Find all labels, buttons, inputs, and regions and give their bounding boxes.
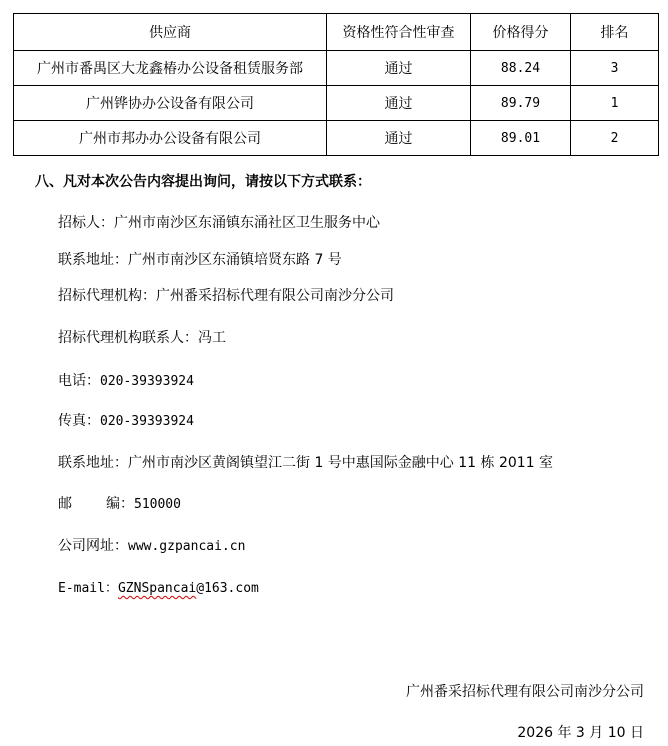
cell-supplier: 广州市邦办办公设备有限公司 (14, 121, 327, 156)
agency-contact-line: 招标代理机构联系人：冯工 (58, 330, 226, 346)
cell-score: 89.01 (471, 121, 571, 156)
cell-rank: 1 (571, 86, 659, 121)
cell-review: 通过 (327, 86, 471, 121)
tenderer-address-line: 联系地址：广州市南沙区东涌镇培贤东路 7 号 (58, 252, 342, 268)
postcode-label-second: 编： (106, 496, 134, 512)
cell-supplier: 广州市番禺区大龙鑫椿办公设备租赁服务部 (14, 51, 327, 86)
cell-rank: 3 (571, 51, 659, 86)
phone-line (58, 370, 194, 390)
header-qualification-review: 资格性符合性审查 (327, 14, 471, 51)
cell-score: 89.79 (471, 86, 571, 121)
email-user[interactable]: GZNSpancai (117, 581, 197, 596)
cell-rank: 2 (571, 121, 659, 156)
email-line (58, 577, 259, 596)
tenderer-line: 招标人：广州市南沙区东涌镇东涌社区卫生服务中心 (58, 215, 380, 231)
phone-number: 020-39393924 (100, 374, 194, 389)
table-row (14, 86, 659, 121)
website-line (58, 535, 245, 555)
header-rank: 排名 (571, 14, 659, 51)
cell-review: 通过 (327, 121, 471, 156)
signature-date: 2026 年 3 月 10 日 (517, 725, 644, 741)
fax-label: 传真： (58, 413, 100, 429)
results-table (13, 13, 659, 156)
table-row (14, 121, 659, 156)
postcode-value: 510000 (134, 497, 181, 512)
phone-label: 电话： (58, 373, 100, 389)
email-domain[interactable]: @163.com (196, 581, 259, 596)
signature-company: 广州番采招标代理有限公司南沙分公司 (406, 684, 644, 700)
cell-review: 通过 (327, 51, 471, 86)
email-label: E-mail： (58, 581, 118, 596)
fax-number: 020-39393924 (100, 414, 194, 429)
header-price-score: 价格得分 (471, 14, 571, 51)
postcode-label-first: 邮 (58, 496, 72, 512)
header-supplier: 供应商 (14, 14, 327, 51)
table-header-row (14, 14, 659, 51)
agency-address-line: 联系地址：广州市南沙区黄阁镇望江二街 1 号中惠国际金融中心 11 栋 2011 室 (58, 455, 554, 471)
postcode-line (58, 493, 181, 513)
website-link[interactable]: www.gzpancai.cn (128, 539, 246, 554)
cell-supplier: 广州铧协办公设备有限公司 (14, 86, 327, 121)
website-label: 公司网址： (58, 538, 128, 554)
cell-score: 88.24 (471, 51, 571, 86)
agency-line: 招标代理机构：广州番采招标代理有限公司南沙分公司 (58, 288, 394, 304)
section-heading: 八、凡对本次公告内容提出询问，请按以下方式联系： (35, 174, 371, 190)
table-row (14, 51, 659, 86)
fax-line (58, 410, 194, 430)
